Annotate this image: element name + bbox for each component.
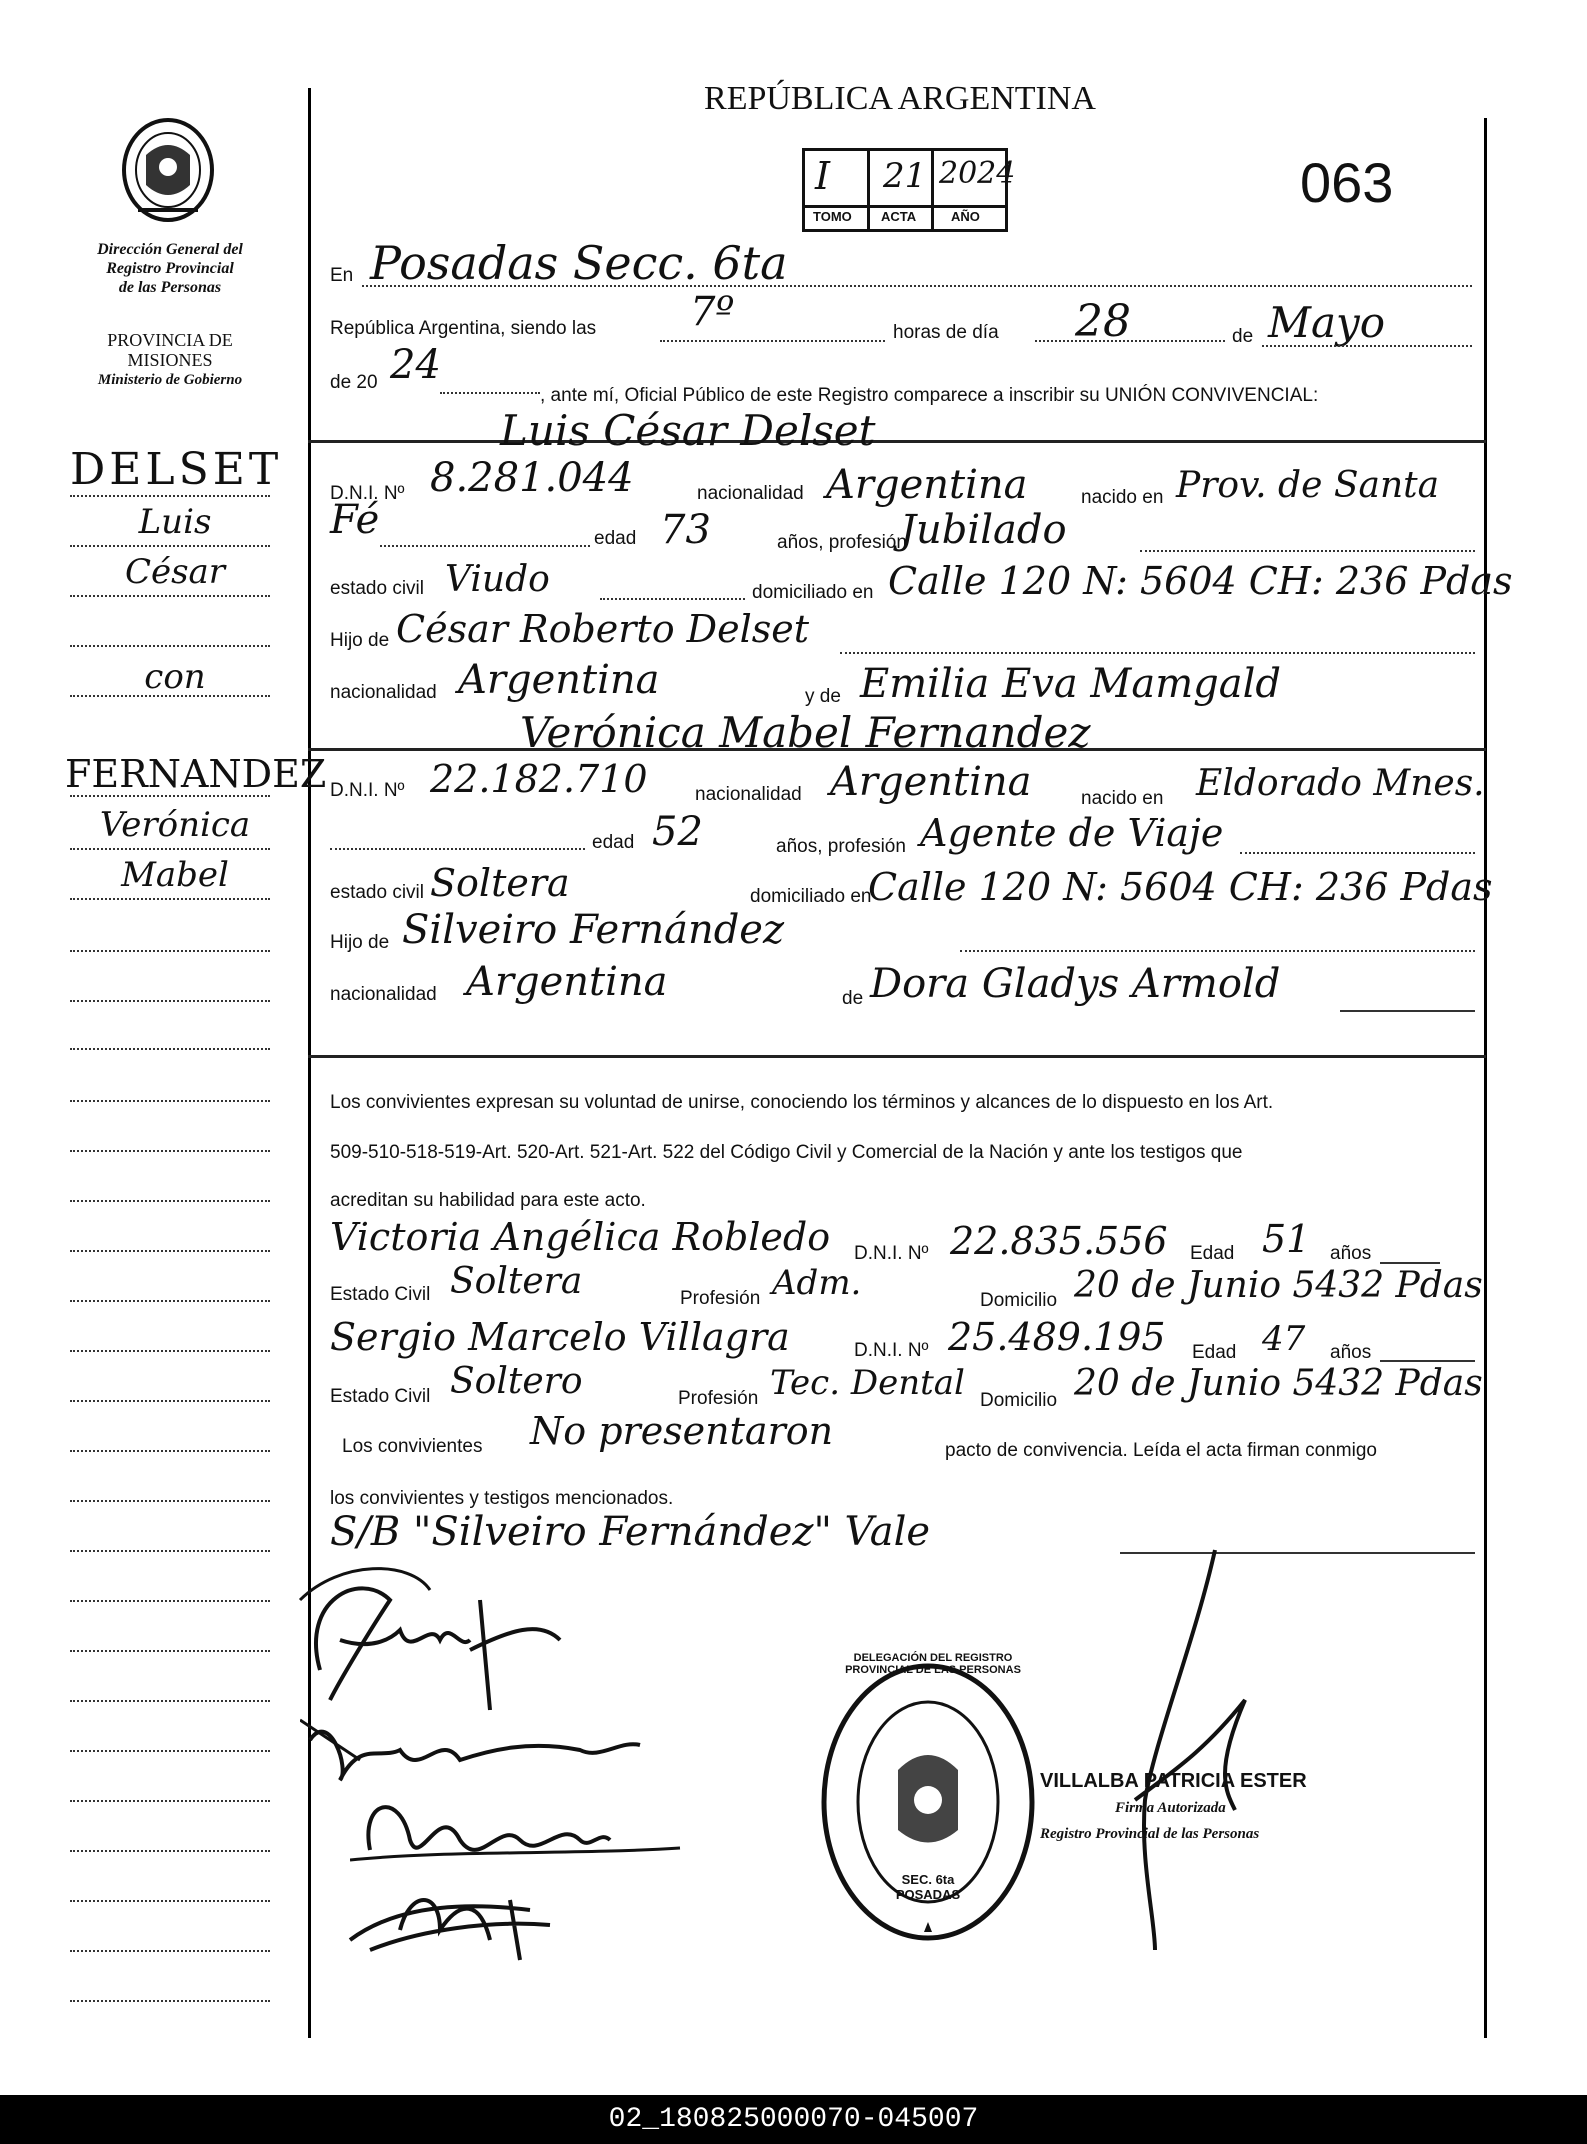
- anio-label: AÑO: [951, 209, 980, 224]
- p2-nacionalidad-value: Argentina: [830, 759, 1032, 805]
- p2-madre-value: Dora Gladys Armold: [870, 961, 1281, 1007]
- province-seal: [118, 115, 218, 225]
- pacto-text: pacto de convivencia. Leída el acta firman conmigo: [945, 1440, 1377, 1461]
- p2-de-label: de: [842, 988, 864, 1009]
- witness2-anos-label: años: [1330, 1342, 1372, 1363]
- act-number: 063: [1300, 151, 1394, 214]
- place-value: Posadas Secc. 6ta: [370, 236, 788, 290]
- p1-domicilio-value: Calle 120 N: 5604 CH: 236 Pdas: [888, 559, 1513, 603]
- province-name: MISIONES: [127, 350, 213, 370]
- official-name: VILLALBA PATRICIA ESTER: [1040, 1770, 1307, 1792]
- witness1-name: Victoria Angélica Robledo: [330, 1215, 831, 1259]
- document-code: 02_180825000070-045007: [0, 2095, 1587, 2144]
- p2-edad-value: 52: [652, 809, 703, 855]
- tomo-acta-box: [802, 148, 1016, 232]
- office-line: de las Personas: [118, 279, 222, 296]
- witness2-edad-label: Edad: [1192, 1342, 1237, 1363]
- p2-nacionalidad-label: nacionalidad: [695, 784, 802, 805]
- margin-secondname-1: César: [124, 552, 226, 592]
- p2-domicilio-label: domiciliado en: [750, 886, 872, 907]
- ministry-name: Ministerio de Gobierno: [97, 372, 243, 388]
- p1-estado-label: estado civil: [330, 578, 424, 599]
- p2-fullname: Verónica Mabel Fernandez: [520, 708, 1091, 757]
- p1-nacido-value-2: Fé: [330, 497, 380, 543]
- office-line: Registro Provincial: [106, 260, 234, 277]
- statement-line: 509-510-518-519-Art. 520-Art. 521-Art. 522 del Código Civil y Comercial de la Nación y ante los testigos que: [330, 1142, 1243, 1163]
- signature-official: [1115, 1540, 1265, 1960]
- p1-hijo-label: Hijo de: [330, 630, 390, 651]
- p2-estado-value: Soltera: [430, 861, 570, 905]
- p2-nacido-value: Eldorado Mnes.: [1196, 763, 1485, 804]
- p2-profesion-label: años, profesión: [776, 836, 906, 857]
- witness2-profesion-value: Tec. Dental: [770, 1363, 965, 1403]
- witness2-name: Sergio Marcelo Villagra: [330, 1315, 790, 1359]
- republica-label: República Argentina, siendo las: [330, 318, 597, 339]
- witness2-estado-label: Estado Civil: [330, 1386, 431, 1407]
- witness1-estado-value: Soltera: [450, 1261, 583, 1302]
- witness1-dni-label: D.N.I. Nº: [854, 1243, 929, 1264]
- declaration-text: , ante mí, Oficial Público de este Registro comparece a inscribir su UNIÓN CONVIVENCIAL:: [540, 385, 1319, 406]
- p2-edad-label: edad: [592, 832, 635, 853]
- p1-dni-value: 8.281.044: [430, 455, 634, 501]
- witness2-dni-label: D.N.I. Nº: [854, 1340, 929, 1361]
- p1-padre-value: César Roberto Delset: [396, 607, 810, 651]
- p2-hijo-label: Hijo de: [330, 932, 390, 953]
- p1-profesion-value: Jubilado: [900, 507, 1067, 553]
- signature-1: [280, 1560, 580, 1720]
- horas-label: horas de día: [893, 322, 999, 343]
- witness1-domicilio-value: 20 de Junio 5432 Pdas: [1074, 1265, 1483, 1306]
- witness1-edad-label: Edad: [1190, 1243, 1235, 1264]
- statement-line: acreditan su habilidad para este acto.: [330, 1190, 646, 1211]
- margin-firstname-2: Verónica: [99, 805, 251, 845]
- p1-edad-value: 73: [660, 507, 711, 553]
- registry-stamp: [818, 1660, 1038, 1945]
- year-prefix: de 20: [330, 372, 378, 393]
- witness1-profesion-value: Adm.: [772, 1263, 862, 1303]
- province-name: PROVINCIA DE: [107, 330, 233, 350]
- hour-value: 7º: [690, 289, 735, 335]
- witness2-dni-value: 25.489.195: [948, 1315, 1166, 1359]
- witness2-estado-value: Soltero: [450, 1361, 583, 1402]
- p1-nacido-value-1: Prov. de Santa: [1176, 465, 1440, 506]
- month-value: Mayo: [1268, 298, 1386, 347]
- sb-note: S/B "Silveiro Fernández" Vale: [330, 1509, 931, 1555]
- p1-dni-label: D.N.I. Nº: [330, 483, 405, 504]
- en-label: En: [330, 265, 354, 286]
- stamp-inner-text: SEC. 6ta POSADAS: [895, 1872, 961, 1902]
- witness1-profesion-label: Profesión: [680, 1288, 761, 1309]
- p1-padre-nac-label: nacionalidad: [330, 682, 437, 703]
- p2-domicilio-value: Calle 120 N: 5604 CH: 236 Pdas: [868, 865, 1493, 909]
- p1-nacionalidad-label: nacionalidad: [697, 483, 804, 504]
- witness1-edad-value: 51: [1262, 1217, 1311, 1261]
- margin-surname-1: DELSET: [70, 444, 283, 495]
- official-role: Firma Autorizada: [1115, 1800, 1226, 1816]
- witness2-domicilio-label: Domicilio: [980, 1390, 1058, 1411]
- convivientes-label: Los convivientes: [342, 1436, 483, 1457]
- p1-y-de-label: y de: [805, 686, 841, 707]
- stamp-ring-text: DELEGACIÓN DEL REGISTRO PROVINCIAL DE LAS PERSONAS: [845, 1652, 1021, 1676]
- margin-surname-2: FERNANDEZ: [65, 752, 327, 796]
- p2-dni-value: 22.182.710: [430, 757, 648, 801]
- p2-profesion-value: Agente de Viaje: [920, 811, 1224, 855]
- statement-line: Los convivientes expresan su voluntad de unirse, conociendo los términos y alcances de lo dispuesto en los Art.: [330, 1092, 1274, 1113]
- p1-nacionalidad-value: Argentina: [826, 462, 1028, 508]
- p2-nacido-label: nacido en: [1081, 788, 1164, 809]
- document-title: REPÚBLICA ARGENTINA: [704, 80, 1096, 117]
- acta-value: 21: [883, 156, 927, 196]
- p2-padre-nac-value: Argentina: [466, 959, 668, 1005]
- p1-madre-value: Emilia Eva Mamgald: [860, 661, 1282, 707]
- pacto-value: No presentaron: [530, 1409, 834, 1453]
- p1-estado-value: Viudo: [445, 559, 550, 600]
- p2-padre-nac-label: nacionalidad: [330, 984, 437, 1005]
- de-label: de: [1232, 326, 1254, 347]
- witness1-anos-label: años: [1330, 1243, 1372, 1264]
- witness2-edad-value: 47: [1262, 1319, 1306, 1359]
- p2-dni-label: D.N.I. Nº: [330, 780, 405, 801]
- office-line: Dirección General del: [97, 241, 243, 258]
- signature-4: [330, 1870, 590, 1970]
- p1-edad-label: edad: [594, 528, 637, 549]
- witness1-domicilio-label: Domicilio: [980, 1290, 1058, 1311]
- margin-firstname-1: Luis: [138, 502, 212, 542]
- day-value: 28: [1075, 296, 1131, 347]
- p2-padre-value: Silveiro Fernández: [402, 907, 785, 953]
- p1-nacido-label: nacido en: [1081, 487, 1164, 508]
- tomo-label: TOMO: [813, 209, 852, 224]
- witness2-domicilio-value: 20 de Junio 5432 Pdas: [1074, 1363, 1483, 1404]
- witness2-profesion-label: Profesión: [678, 1388, 759, 1409]
- acta-label: ACTA: [881, 209, 917, 224]
- witness1-estado-label: Estado Civil: [330, 1284, 431, 1305]
- p1-profesion-label: años, profesión: [777, 532, 907, 553]
- tomo-value: I: [815, 154, 831, 198]
- p1-fullname: Luis César Delset: [500, 406, 876, 455]
- closing-line: los convivientes y testigos mencionados.: [330, 1488, 674, 1509]
- anio-value: 2024: [939, 156, 1016, 191]
- margin-secondname-2: Mabel: [121, 855, 229, 895]
- official-office: Registro Provincial de las Personas: [1040, 1826, 1260, 1842]
- p2-estado-label: estado civil: [330, 882, 424, 903]
- p1-padre-nac-value: Argentina: [458, 657, 660, 703]
- margin-connector: con: [144, 657, 206, 697]
- year-suffix: 24: [390, 342, 441, 388]
- p1-domicilio-label: domiciliado en: [752, 582, 874, 603]
- witness1-dni-value: 22.835.556: [950, 1219, 1168, 1263]
